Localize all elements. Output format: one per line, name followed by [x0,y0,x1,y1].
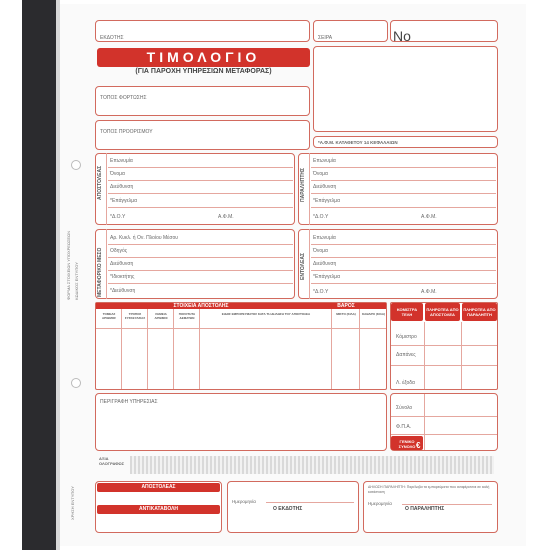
principal-field-4: *Επάγγελμα [313,274,341,280]
recipient-declaration: ΔΗΛΩΣΗ ΠΑΡΑΛΗΠΤΗ: Παρέλαβα τα εμπορεύματα που αναφέρονται σε καλή κατάσταση [368,485,490,494]
amount-words-label: ΑΞΙΑ ΟΛΟΓΡΑΦΩΣ [99,456,125,466]
sender-rule-4 [108,207,293,208]
totals-vat: Φ.Π.Α. [396,424,412,430]
issuer-box[interactable] [95,20,310,42]
principal-field-2: Όνομα [313,248,328,254]
binder-hole-bottom [71,378,81,388]
recipient-afm: Α.Φ.Μ. [421,214,437,220]
col-packaging: ΤΡΟΠΟΣ ΣΥΣΚΕΥΑΣΙΑΣ [124,312,146,320]
totals-sum: Σύνολο [396,405,413,411]
sender-field-2: Όνομα [110,171,125,177]
charges-header-sender: ΠΛΗΡΩΤΕΑ ΑΠΟ ΑΠΟΣΤΟΛΕΑ [425,303,460,321]
invoice-title: ΤΙΜΟΛΟΓΙΟ [97,48,310,67]
recipient-field-1: Επωνυμία [313,158,336,164]
grand-total-label: ΓΕΝΙΚΟ ΣΥΝΟΛΟ [391,436,423,450]
recipient-side-label: ΠΑΡΑΛΗΠΤΗΣ [300,167,306,202]
vehicle-divider [106,229,107,299]
principal-side-label: ΕΝΤΟΛΕΑΣ [300,253,306,280]
charges-header-fees: ΚΟΜΙΣΤΡΑ ΤΕΛΗ [391,303,423,321]
principal-rule-3 [311,270,496,271]
totals-rule-2 [391,434,497,435]
issuer-signature-line [266,502,354,503]
vehicle-side-label: ΜΕΤΑΦΟΡΙΚΟ ΜΕΣΟ [97,247,103,297]
loading-place-label: ΤΟΠΟΣ ΦΟΡΤΩΣΗΣ [100,95,147,101]
col-gross: ΜΙΚΤΟ (ΚΙΛΑ) [336,312,356,316]
col-marks: ΣΗΜΕΙΑ ΑΡΙΘΜΟΙ [154,312,168,320]
charges-col-line-1 [424,322,425,389]
margin-print-3: ΧΡΗΣΗ ΕΝΤΥΠΟΥ [70,486,75,520]
col-net: ΚΑΘΑΡΟ (ΚΙΛΑ) [361,312,385,316]
principal-field-3: Διεύθυνση [313,261,337,267]
weight-heading: ΒΑΡΟΣ [306,303,386,309]
principal-divider [309,229,310,299]
recipient-rule-4 [311,207,496,208]
vehicle-field-2: Οδηγός [110,248,128,254]
vehicle-rule-2 [108,257,293,258]
principal-field-1: Επωνυμία [313,235,336,241]
recipient-sign-label: Ο ΠΑΡΑΛΗΠΤΗΣ [405,506,445,512]
recipient-rule-1 [311,167,496,168]
vehicle-field-3: Διεύθυνση [110,261,134,267]
charges-row-other: Λ. έξοδα [396,380,415,386]
principal-rule-2 [311,257,496,258]
charges-rule-2 [391,365,497,366]
principal-rule-4 [311,283,496,284]
afm-note-box [313,136,498,148]
sender-field-4: *Επάγγελμα [110,198,138,204]
principal-doy: *Δ.Ο.Υ [313,289,329,295]
recipient-rule-2 [311,180,496,181]
sender-field-3: Διεύθυνση [110,184,134,190]
cash-on-delivery-label: ΑΝΤΙΚΑΤΑΒΟΛΗ [97,505,220,514]
charges-col-line-2 [461,322,462,389]
principal-afm: Α.Φ.Μ. [421,289,437,295]
issuer-sign-label: Ο ΕΚΔΟΤΗΣ [273,506,303,512]
recipient-divider [309,153,310,225]
issuer-label: ΕΚΔΟΤΗΣ [100,35,124,41]
sender-rule-3 [108,193,293,194]
principal-rule-1 [311,244,496,245]
recipient-date-label: Ημερομηνία [368,501,392,506]
shipment-col-line-2 [147,309,148,389]
vehicle-field-1: Αρ. Κυκλ. ή Ον. Πλοίου Μέσου [110,235,178,241]
sender-divider [106,153,107,225]
col-quantity: ΠΟΣΟΤΗΤΑ ΔΕΜΑΤΩΝ [178,312,196,320]
sender-field-1: Επωνυμία [110,158,133,164]
shipment-col-line-1 [121,309,122,389]
binder-hole-top [71,160,81,170]
vehicle-field-5: *Διεύθυνση [110,288,136,294]
sender-doy: *Δ.Ο.Υ [110,214,126,220]
recipient-signature-line [402,504,492,505]
charges-rule-1 [391,345,497,346]
totals-rule-1 [391,416,497,417]
vehicle-rule-3 [108,270,293,271]
sender-rule-2 [108,180,293,181]
sender-side-label: ΑΠΟΣΤΟΛΕΑΣ [97,165,103,200]
margin-print-2: ΚΩΔΙΚΟΣ ΕΝΤΥΠΟΥ [74,262,79,300]
amount-words-field[interactable] [130,456,494,474]
shipping-label: ΑΠΟΣΤΟΛΕΑΣ [97,483,220,492]
invoice-subtitle: (ΓΙΑ ΠΑΡΟΧΗ ΥΠΗΡΕΣΙΩΝ ΜΕΤΑΦΟΡΑΣ) [135,68,272,75]
recipient-field-3: Διεύθυνση [313,184,337,190]
customer-stamp-box[interactable] [313,46,498,132]
shipment-col-line-3 [173,309,174,389]
shipment-col-line-4 [199,309,200,389]
shipment-col-line-5 [331,309,332,389]
recipient-field-4: *Επάγγελμα [313,198,341,204]
margin-print-1: ΦΟΡΜΑ ΣΤΟΙΧΕΙΩΝ ΥΠΟΧΡΕΩΣΕΩΝ [66,231,71,300]
charges-row-expenses: Δαπάνες [396,352,416,358]
charges-row-fare: Κόμιστρο [396,334,417,340]
recipient-doy: *Δ.Ο.Υ [313,214,329,220]
service-description-box[interactable] [95,393,387,451]
destination-label: ΤΟΠΟΣ ΠΡΟΟΡΙΣΜΟΥ [100,129,153,135]
series-box[interactable] [313,20,388,42]
totals-col-line [424,394,425,450]
number-label: Νο [393,28,411,44]
sender-afm: Α.Φ.Μ. [218,214,234,220]
currency-symbol: € [416,441,421,450]
loading-place-box[interactable] [95,86,310,116]
shipment-heading: ΣΤΟΙΧΕΙΑ ΑΠΟΣΤΟΛΗΣ [96,303,306,309]
destination-box[interactable] [95,120,310,150]
vehicle-rule-1 [108,244,293,245]
service-description-label: ΠΕΡΙΓΡΑΦΗ ΥΠΗΡΕΣΙΑΣ [100,399,158,405]
shipment-header-rule [96,328,386,329]
afm-note: *Α.Φ.Μ. ΚΑΤΑΘΕΤΟΥ 14 ΚΕΦΑΛΑΙΩΝ [318,140,398,145]
recipient-rule-3 [311,193,496,194]
col-sector: ΤΟΜΕΑΣ ΑΡΙΘΜΟΣ [102,312,116,320]
binding-spine [22,0,56,550]
recipient-field-2: Όνομα [313,171,328,177]
shipment-col-line-6 [359,309,360,389]
charges-header-recipient: ΠΛΗΡΩΤΕΑ ΑΠΟ ΠΑΡΑΛΗΠΤΗ [462,303,497,321]
col-goods: ΕΙΔΟΣ ΕΜΠΟΡΕΥΜΑΤΟΣ ΚΑΤΑ ΤΗ ΔΗΛΩΣΗ ΤΟΥ ΑΠΟΣΤΟΛΕΑ [221,312,311,316]
issuer-date-label: Ημερομηνία [232,499,256,504]
vehicle-rule-4 [108,283,293,284]
series-label: ΣΕΙΡΑ [318,35,333,41]
sender-rule-1 [108,167,293,168]
vehicle-field-4: *Ιδιοκτήτης [110,274,135,280]
